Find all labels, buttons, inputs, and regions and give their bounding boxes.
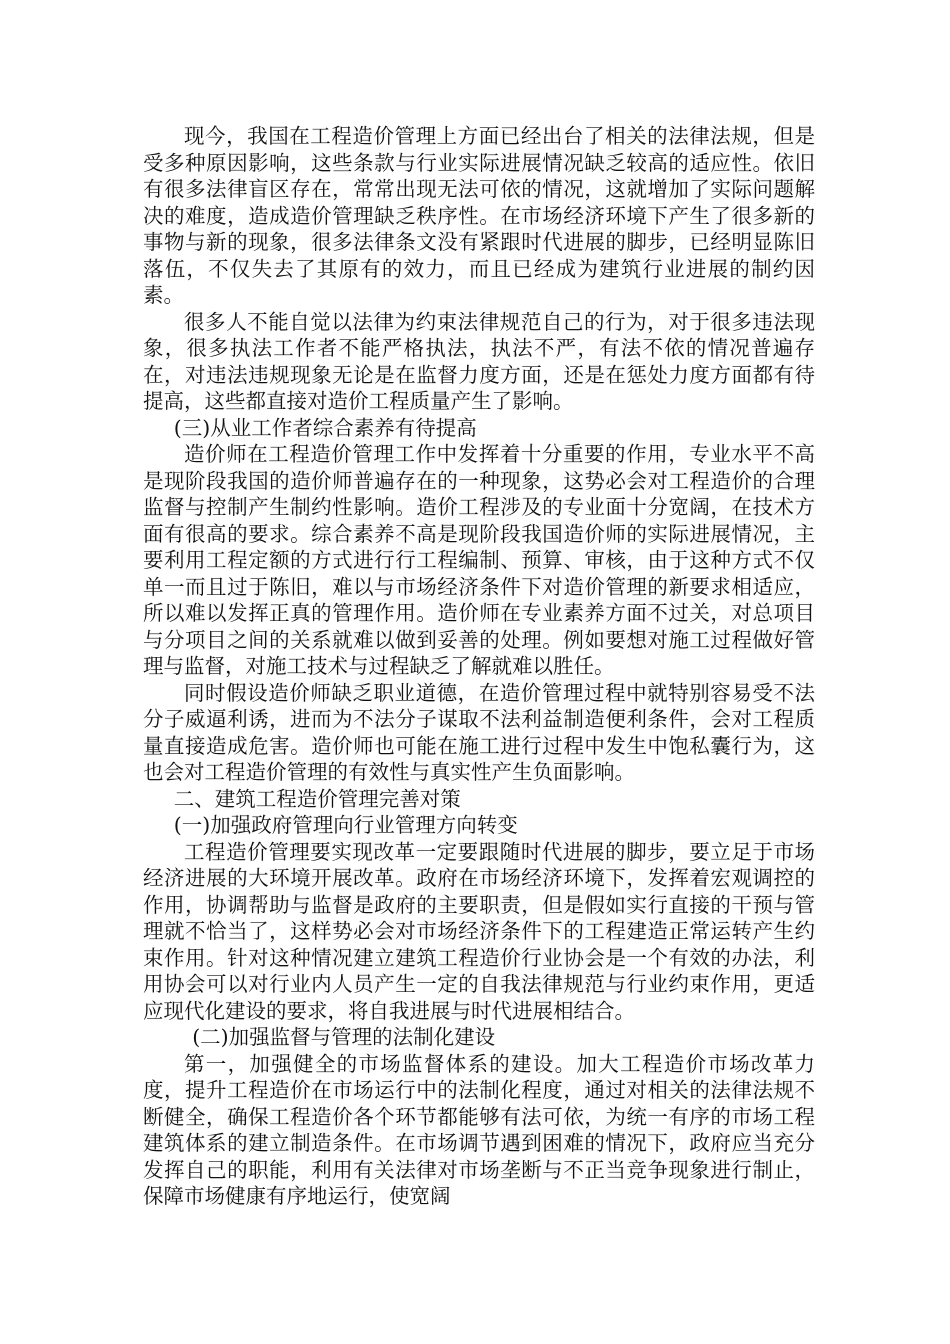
paragraph: 第一，加强健全的市场监督体系的建设。加大工程造价市场改革力度，提升工程造价在市场运行中的法制化程度，通过对相关的法律法规不断健全，确保工程造价各个环节都能够有法可依，为统一有序的市场工程建筑体系的建立制造条件。在市场调节遇到困难的情况下，政府应当充分发挥自己的职能，利用有关法律对市场垄断与不正当竞争现象进行制止，保障市场健康有序地运行，使宽阔 <box>143 1051 815 1208</box>
document-body <box>143 123 815 1210</box>
paragraph: 同时假设造价师缺乏职业道德，在造价管理过程中就特别容易受不法分子威逼利诱，进而为不法分子谋取不法利益制造便利条件，会对工程质量直接造成危害。造价师也可能在施工进行过程中发生中饱私囊行为，这也会对工程造价管理的有效性与真实性产生负面影响。 <box>143 680 815 784</box>
paragraph: 工程造价管理要实现改革一定要跟随时代进展的脚步，要立足于市场经济进展的大环境开展改革。政府在市场经济环境下，发挥着宏观调控的作用，协调帮助与监督是政府的主要职责，但是假如实行直接的干预与管理就不恰当了，这样势必会对市场经济条件下的工程建造正常运转产生约束作用。针对这种情况建立建筑工程造价行业协会是一个有效的办法，利用协会可以对行业内人员产生一定的自我法律规范与行业约束作用，更适应现代化建设的要求，将自我进展与时代进展相结合。 <box>143 839 815 1023</box>
paragraph: 很多人不能自觉以法律为约束法律规范自己的行为，对于很多违法现象，很多执法工作者不能严格执法，执法不严，有法不依的情况普遍存在，对违法违规现象无论是在监督力度方面，还是在惩处力度方面都有待提高，这些都直接对造价工程质量产生了影响。 <box>143 309 815 413</box>
section-heading: (二)加强监督与管理的法制化建设 <box>192 1025 496 1049</box>
section-heading: (一)加强政府管理向行业管理方向转变 <box>173 813 518 837</box>
section-heading: 二、建筑工程造价管理完善对策 <box>173 786 461 811</box>
section-heading: (三)从业工作者综合素养有待提高 <box>173 415 477 440</box>
paragraph: 现今，我国在工程造价管理上方面已经出台了相关的法律法规，但是受多种原因影响，这些条款与行业实际进展情况缺乏较高的适应性。依旧有很多法律盲区存在，常常出现无法可依的情况，这就增加了实际问题解决的难度，造成造价管理缺乏秩序性。在市场经济环境下产生了很多新的事物与新的现象，很多法律条文没有紧跟时代进展的脚步，已经明显陈旧落伍，不仅失去了其原有的效力，而且已经成为建筑行业进展的制约因素。 <box>143 124 815 307</box>
paragraph: 造价师在工程造价管理工作中发挥着十分重要的作用，专业水平不高是现阶段我国的造价师普遍存在的一种现象，这势必会对工程造价的合理监督与控制产生制约性影响。造价工程涉及的专业面十分宽阔，在技术方面有很高的要求。综合素养不高是现阶段我国造价师的实际进展情况，主要利用工程定额的方式进行行工程编制、预算、审核，由于这种方式不仅单一而且过于陈旧，难以与市场经济条件下对造价管理的新要求相适应，所以难以发挥正真的管理作用。造价师在专业素养方面不过关，对总项目与分项目之间的关系就难以做到妥善的处理。例如要想对施工过程做好管理与监督，对施工技术与过程缺乏了解就难以胜任。 <box>143 442 815 678</box>
